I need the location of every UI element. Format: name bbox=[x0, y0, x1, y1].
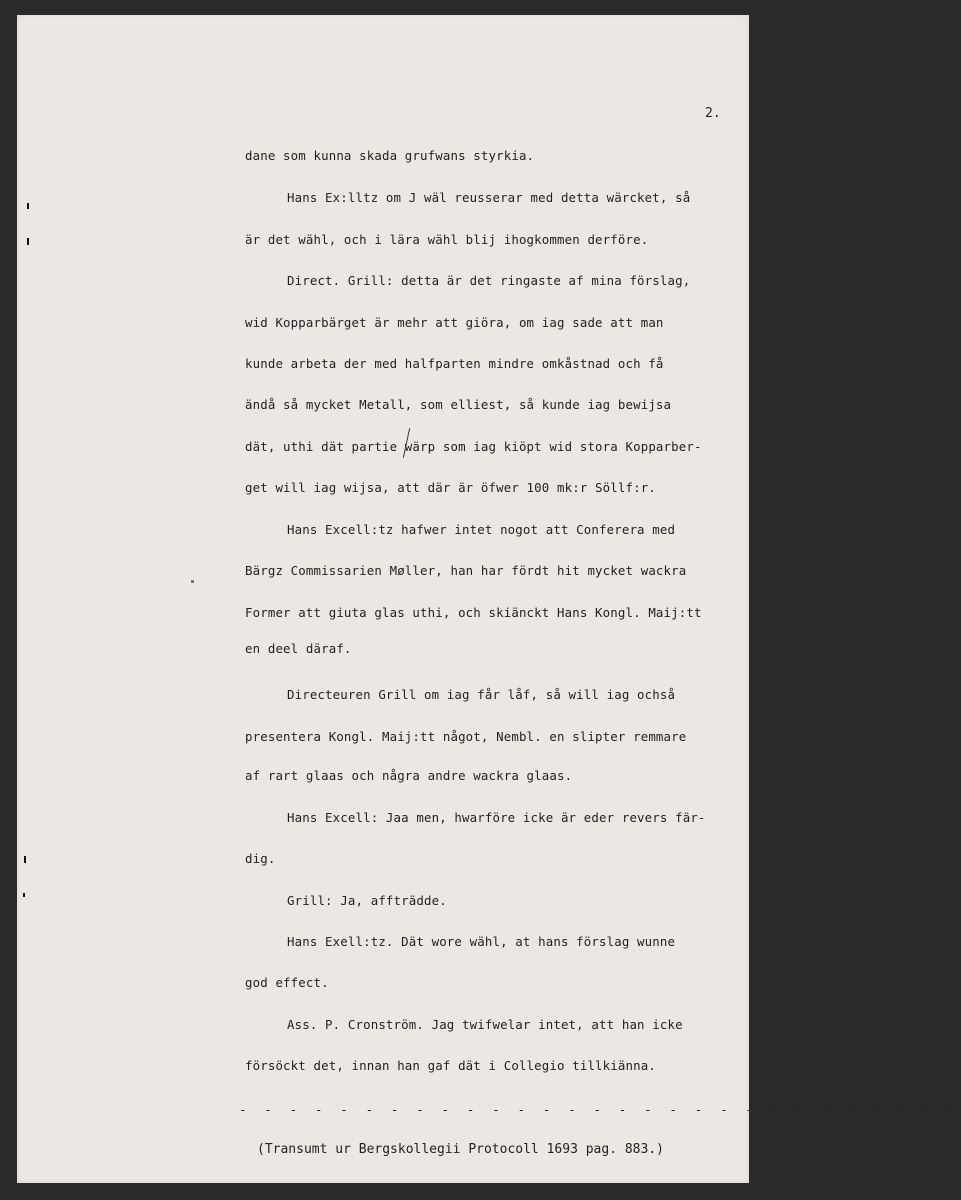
text-line: Hans Ex:lltz om J wäl reusserar med detta wärcket, så bbox=[287, 190, 691, 205]
text-line: försöckt det, innan han gaf dät i Collegio tillkiänna. bbox=[245, 1058, 656, 1073]
text-line: dät, uthi dät partie wärp som iag kiöpt wid stora Kopparber- bbox=[245, 439, 702, 454]
text-line: en deel däraf. bbox=[245, 641, 352, 656]
margin-mark bbox=[24, 856, 26, 863]
text-line: Hans Excell: Jaa men, hwarföre icke är eder revers fär- bbox=[287, 810, 706, 825]
text-line: dig. bbox=[245, 851, 276, 866]
margin-mark bbox=[27, 238, 29, 245]
text-line: Grill: Ja, affträdde. bbox=[287, 893, 447, 908]
page-number: 2. bbox=[705, 106, 721, 121]
margin-mark bbox=[27, 203, 29, 209]
source-note: (Transumt ur Bergskollegii Protocoll 1693 pag. 883.) bbox=[257, 1142, 664, 1157]
text-line: get will iag wijsa, att där är öfwer 100 mk:r Söllf:r. bbox=[245, 480, 656, 495]
text-line: Bärgz Commissarien Møller, han har fördt hit mycket wackra bbox=[245, 563, 687, 578]
text-line: Ass. P. Cronström. Jag twifwelar intet, att han icke bbox=[287, 1017, 683, 1032]
text-line: Hans Excell:tz hafwer intet nogot att Conferera med bbox=[287, 522, 676, 537]
text-line: Former att giuta glas uthi, och skiänckt Hans Kongl. Maij:tt bbox=[245, 605, 702, 620]
margin-mark bbox=[23, 893, 25, 897]
text-line: Hans Exell:tz. Dät wore wähl, at hans förslag wunne bbox=[287, 934, 676, 949]
text-line: god effect. bbox=[245, 975, 329, 990]
text-line: dane som kunna skada grufwans styrkia. bbox=[245, 148, 535, 163]
text-line: ändå så mycket Metall, som elliest, så kunde iag bewijsa bbox=[245, 397, 672, 412]
text-line: Direct. Grill: detta är det ringaste af mina förslag, bbox=[287, 273, 691, 288]
text-line: Directeuren Grill om iag får låf, så will iag ochså bbox=[287, 687, 676, 702]
document-page bbox=[17, 15, 961, 1183]
text-line: af rart glaas och några andre wackra glaas. bbox=[245, 768, 573, 783]
text-line: wid Kopparbärget är mehr att giöra, om iag sade att man bbox=[245, 315, 664, 330]
text-line: kunde arbeta der med halfparten mindre omkåstnad och få bbox=[245, 356, 664, 371]
margin-mark bbox=[191, 580, 194, 583]
divider-line: - - - - - - - - - - - - - - - - - - - - - - - - - - - - - bbox=[239, 1102, 961, 1117]
text-line: är det wähl, och i lära wähl blij ihogkommen derföre. bbox=[245, 232, 649, 247]
text-line: presentera Kongl. Maij:tt något, Nembl. en slipter remmare bbox=[245, 729, 687, 744]
